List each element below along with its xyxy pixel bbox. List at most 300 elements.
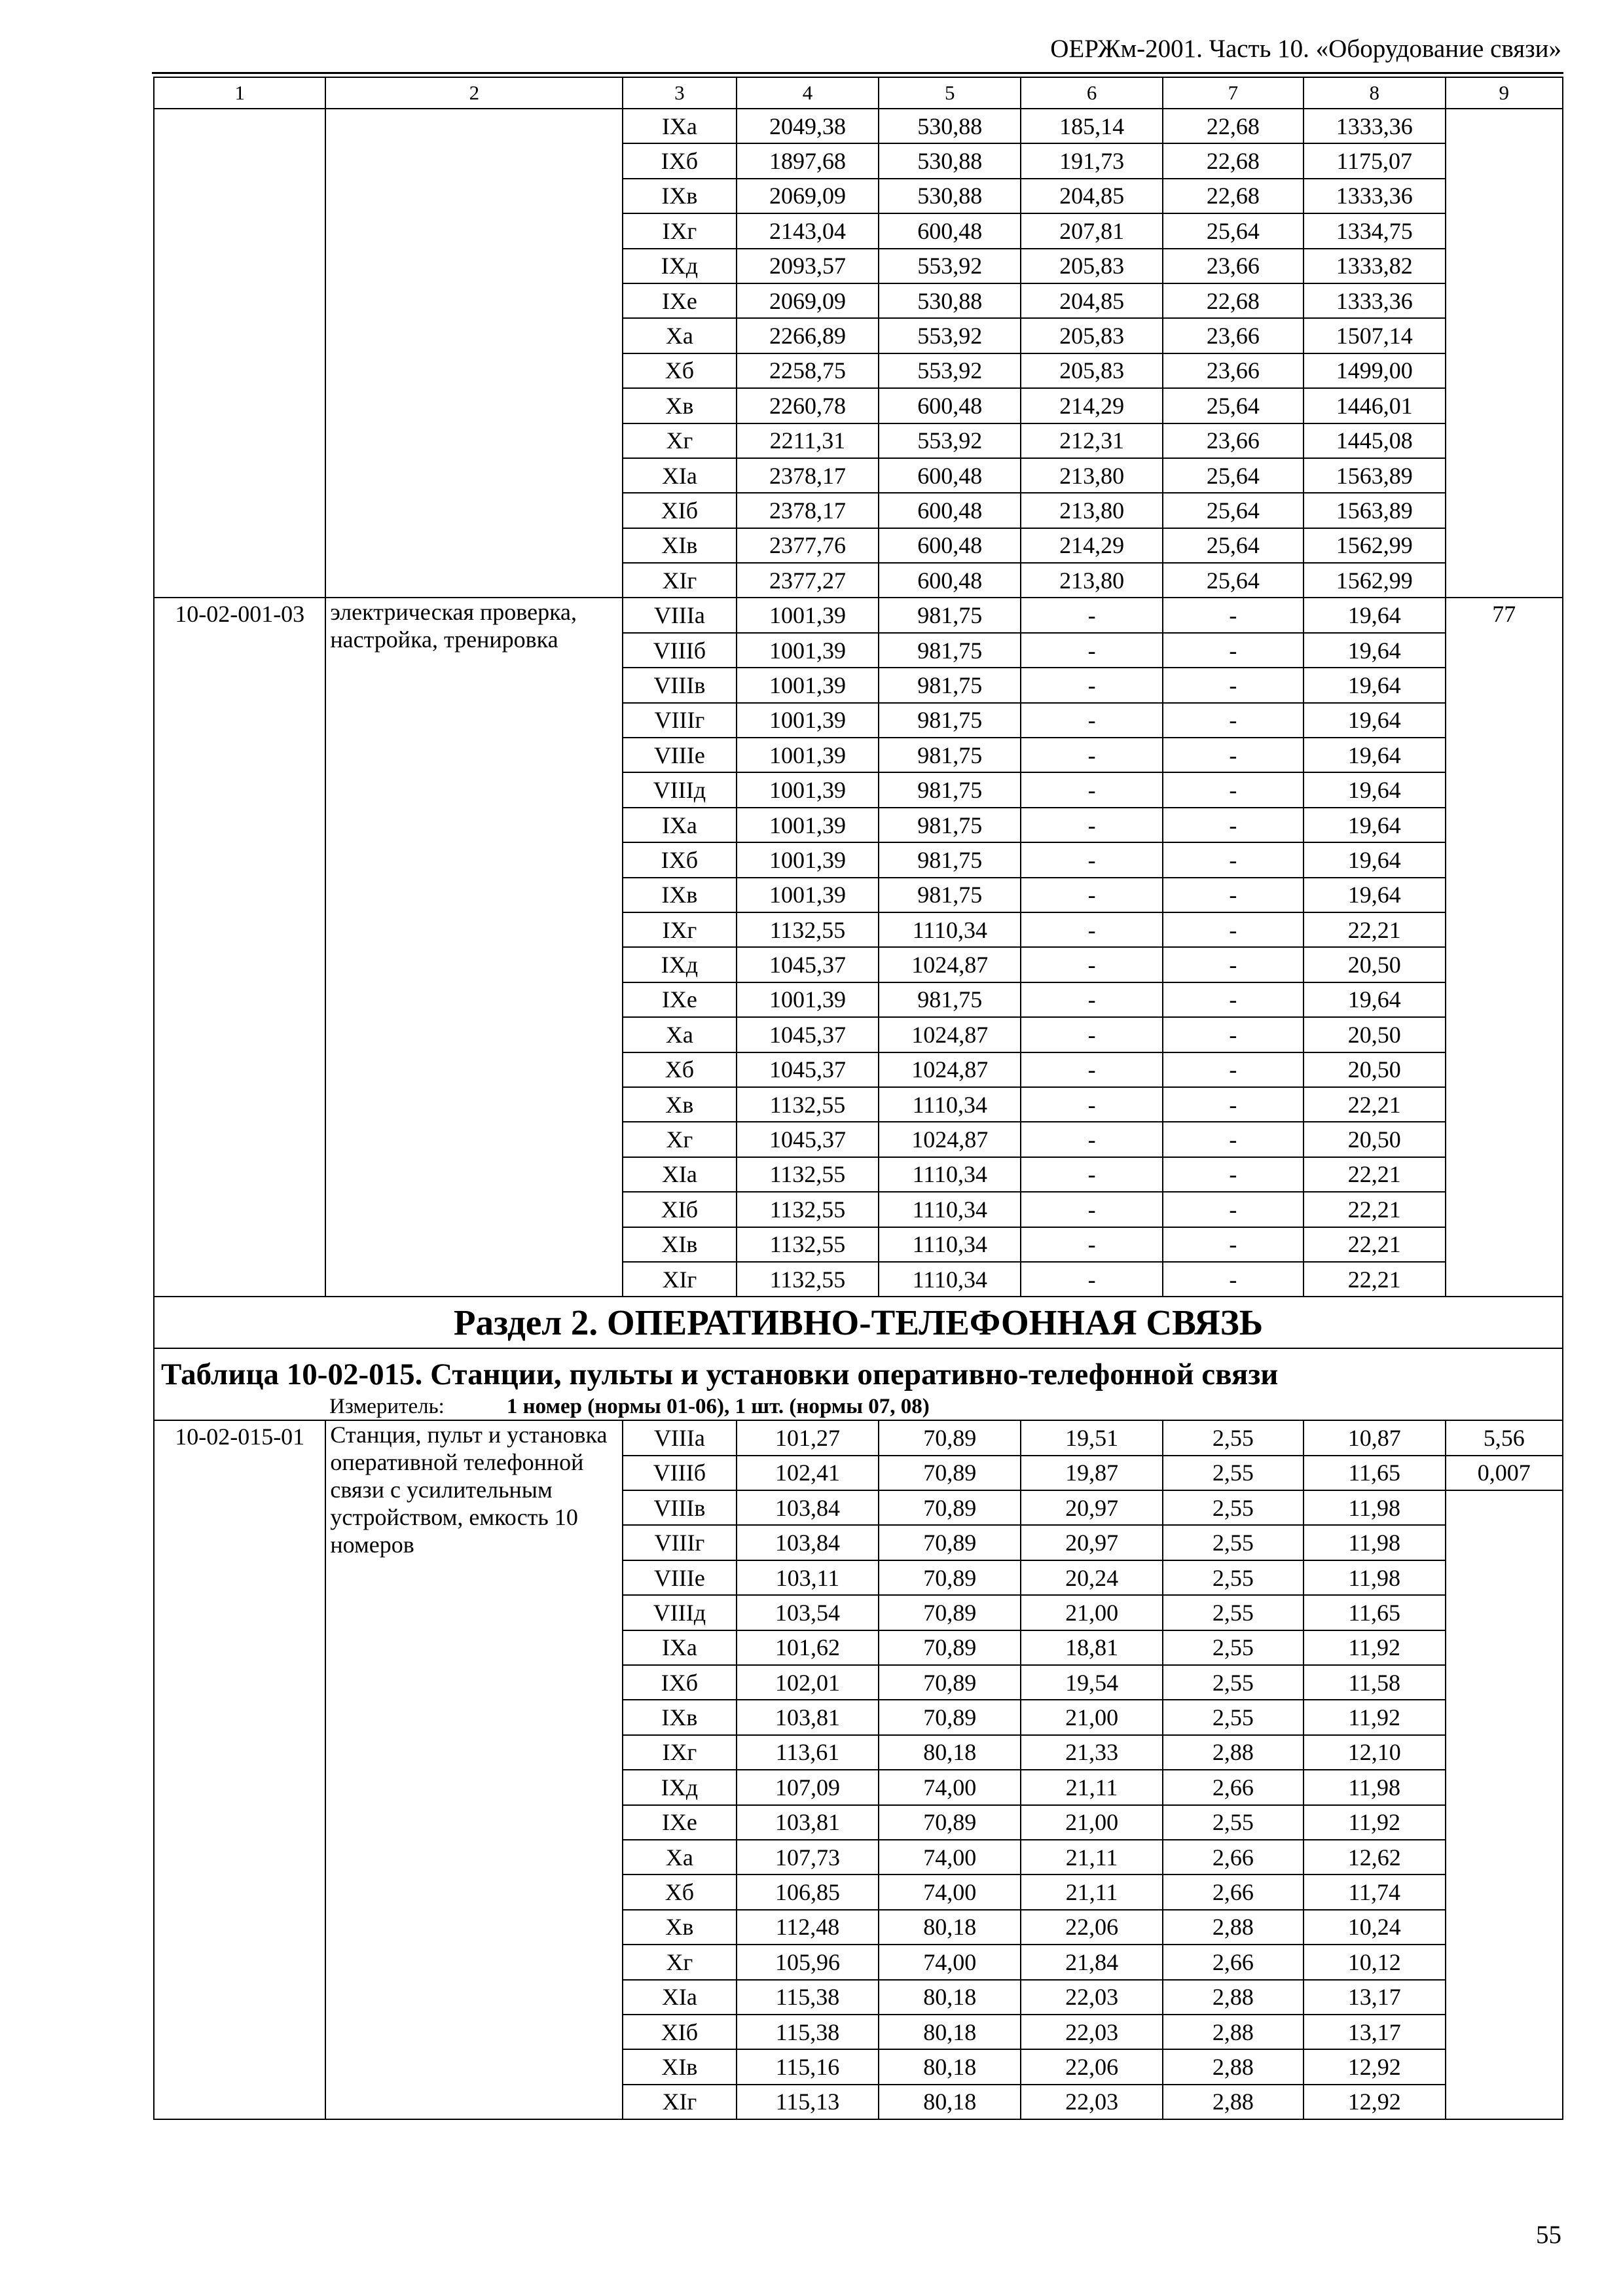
- zone-code: IXг: [623, 1735, 736, 1770]
- value-col4: 101,62: [737, 1630, 879, 1665]
- zone-code: VIIIв: [623, 668, 736, 702]
- zone-code: IXд: [623, 1770, 736, 1804]
- value-col8: 1333,82: [1304, 249, 1446, 283]
- value-col7: 2,55: [1163, 1560, 1304, 1595]
- value-col5: 1110,34: [879, 1227, 1021, 1262]
- zone-code: VIIIб: [623, 1456, 736, 1490]
- value-col8: 20,50: [1304, 1052, 1446, 1087]
- value-col6: 204,85: [1021, 179, 1163, 213]
- value-col8: 10,87: [1304, 1420, 1446, 1455]
- value-col8: 1499,00: [1304, 353, 1446, 388]
- value-col6: -: [1021, 1087, 1163, 1122]
- value-col5: 80,18: [879, 2015, 1021, 2049]
- norm-code: 10-02-001-03: [154, 598, 325, 1297]
- zone-code: VIIIе: [623, 738, 736, 772]
- column-number: 8: [1304, 77, 1446, 109]
- value-col4: 1045,37: [737, 1122, 879, 1157]
- table-row: [154, 109, 1563, 143]
- value-col4: 103,54: [737, 1595, 879, 1630]
- zone-code: VIIIа: [623, 598, 736, 632]
- value-col6: 213,80: [1021, 493, 1163, 528]
- zone-code: IXг: [623, 213, 736, 248]
- zone-code: XIв: [623, 2049, 736, 2084]
- zone-code: XIб: [623, 2015, 736, 2049]
- value-col8: 11,98: [1304, 1770, 1446, 1804]
- column-number: 3: [623, 77, 736, 109]
- value-col6: -: [1021, 1052, 1163, 1087]
- zone-code: IXе: [623, 1805, 736, 1840]
- zone-code: Xб: [623, 1874, 736, 1909]
- column-number: 2: [325, 77, 623, 109]
- value-col9: 77: [1446, 598, 1563, 1297]
- value-col7: -: [1163, 668, 1304, 702]
- value-col6: -: [1021, 808, 1163, 842]
- value-col8: 19,64: [1304, 808, 1446, 842]
- value-col5: 80,18: [879, 2085, 1021, 2119]
- value-col4: 1132,55: [737, 1087, 879, 1122]
- value-col8: 20,50: [1304, 1017, 1446, 1052]
- value-col7: -: [1163, 1227, 1304, 1262]
- value-col5: 74,00: [879, 1945, 1021, 1979]
- value-col6: 19,54: [1021, 1665, 1163, 1700]
- section-heading-row: [154, 1297, 1563, 1348]
- value-col6: 18,81: [1021, 1630, 1163, 1665]
- value-col7: 2,88: [1163, 1980, 1304, 2015]
- value-col6: -: [1021, 982, 1163, 1017]
- value-col7: 25,64: [1163, 388, 1304, 423]
- zone-code: IXа: [623, 1630, 736, 1665]
- value-col4: 1001,39: [737, 878, 879, 912]
- value-col7: -: [1163, 878, 1304, 912]
- value-col6: -: [1021, 1017, 1163, 1052]
- value-col5: 553,92: [879, 249, 1021, 283]
- value-col4: 1001,39: [737, 598, 879, 632]
- value-col8: 20,50: [1304, 947, 1446, 982]
- value-col5: 1024,87: [879, 947, 1021, 982]
- value-col7: -: [1163, 1087, 1304, 1122]
- value-col7: 2,55: [1163, 1456, 1304, 1490]
- value-col5: 70,89: [879, 1700, 1021, 1734]
- zone-code: VIIIв: [623, 1490, 736, 1525]
- value-col5: 600,48: [879, 213, 1021, 248]
- value-col6: -: [1021, 633, 1163, 668]
- value-col7: 2,55: [1163, 1700, 1304, 1734]
- value-col4: 101,27: [737, 1420, 879, 1455]
- value-col8: 11,98: [1304, 1525, 1446, 1560]
- value-col8: 11,98: [1304, 1560, 1446, 1595]
- zone-code: VIIIг: [623, 703, 736, 738]
- value-col6: -: [1021, 947, 1163, 982]
- value-col6: 20,97: [1021, 1490, 1163, 1525]
- value-col4: 1132,55: [737, 1262, 879, 1297]
- value-col5: 1110,34: [879, 1157, 1021, 1192]
- zone-code: Xв: [623, 1087, 736, 1122]
- value-col5: 70,89: [879, 1630, 1021, 1665]
- value-col6: 21,11: [1021, 1770, 1163, 1804]
- value-col4: 1001,39: [737, 703, 879, 738]
- zone-code: IXг: [623, 912, 736, 947]
- norm-description: [325, 109, 623, 598]
- zone-code: Xг: [623, 1122, 736, 1157]
- value-col6: -: [1021, 1192, 1163, 1227]
- zone-code: IXа: [623, 109, 736, 143]
- column-number: 5: [879, 77, 1021, 109]
- norm-description: Станция, пульт и установка оперативной телефонной связи с усилительным устройством, емкость 10 номеров: [325, 1420, 623, 2119]
- zone-code: XIг: [623, 563, 736, 598]
- column-number-row: [154, 77, 1563, 109]
- value-col7: 23,66: [1163, 318, 1304, 353]
- value-col4: 2069,09: [737, 283, 879, 318]
- value-col5: 530,88: [879, 179, 1021, 213]
- value-col7: 22,68: [1163, 179, 1304, 213]
- value-col6: 20,24: [1021, 1560, 1163, 1595]
- header-rule: [152, 72, 1563, 74]
- value-col6: -: [1021, 1157, 1163, 1192]
- zone-code: XIа: [623, 1980, 736, 2015]
- value-col7: -: [1163, 982, 1304, 1017]
- value-col6: -: [1021, 912, 1163, 947]
- value-col8: 1562,99: [1304, 528, 1446, 563]
- value-col8: 1445,08: [1304, 423, 1446, 458]
- value-col4: 2258,75: [737, 353, 879, 388]
- value-col7: 2,66: [1163, 1945, 1304, 1979]
- value-col8: 1563,89: [1304, 458, 1446, 493]
- zone-code: XIа: [623, 458, 736, 493]
- value-col6: 212,31: [1021, 423, 1163, 458]
- value-col6: -: [1021, 1227, 1163, 1262]
- zone-code: VIIIа: [623, 1420, 736, 1455]
- value-col8: 19,64: [1304, 842, 1446, 877]
- zone-code: IXб: [623, 842, 736, 877]
- zone-code: VIIIд: [623, 772, 736, 807]
- value-col8: 1446,01: [1304, 388, 1446, 423]
- value-col7: -: [1163, 1157, 1304, 1192]
- value-col4: 2049,38: [737, 109, 879, 143]
- zone-code: IXв: [623, 1700, 736, 1734]
- value-col4: 2377,27: [737, 563, 879, 598]
- value-col4: 1897,68: [737, 143, 879, 178]
- table-row: [154, 1420, 1563, 1455]
- zone-code: XIв: [623, 1227, 736, 1262]
- zone-code: VIIIг: [623, 1525, 736, 1560]
- value-col8: 13,17: [1304, 1980, 1446, 2015]
- table-title: Таблица 10-02-015. Станции, пульты и установки оперативно-телефонной связи: [161, 1357, 1279, 1392]
- value-col7: 2,88: [1163, 1910, 1304, 1945]
- value-col7: -: [1163, 1122, 1304, 1157]
- value-col7: 2,88: [1163, 1735, 1304, 1770]
- value-col6: 21,11: [1021, 1874, 1163, 1909]
- value-col7: -: [1163, 912, 1304, 947]
- value-col7: 25,64: [1163, 213, 1304, 248]
- value-col8: 10,12: [1304, 1945, 1446, 1979]
- table-title-cell: [154, 1348, 1563, 1420]
- value-col7: -: [1163, 772, 1304, 807]
- value-col5: 80,18: [879, 1980, 1021, 2015]
- value-col4: 103,84: [737, 1490, 879, 1525]
- value-col6: 205,83: [1021, 318, 1163, 353]
- value-col6: -: [1021, 668, 1163, 702]
- zone-code: IXд: [623, 249, 736, 283]
- value-col6: 207,81: [1021, 213, 1163, 248]
- value-col6: -: [1021, 878, 1163, 912]
- value-col8: 13,17: [1304, 2015, 1446, 2049]
- value-col5: 981,75: [879, 738, 1021, 772]
- value-col8: 1333,36: [1304, 283, 1446, 318]
- value-col5: 981,75: [879, 668, 1021, 702]
- value-col8: 11,58: [1304, 1665, 1446, 1700]
- value-col6: 19,51: [1021, 1420, 1163, 1455]
- value-col7: -: [1163, 1192, 1304, 1227]
- value-col6: 22,03: [1021, 1980, 1163, 2015]
- value-col4: 2260,78: [737, 388, 879, 423]
- zone-code: XIг: [623, 2085, 736, 2119]
- value-col4: 1001,39: [737, 982, 879, 1017]
- value-col6: 19,87: [1021, 1456, 1163, 1490]
- value-col6: 20,97: [1021, 1525, 1163, 1560]
- value-col6: 21,11: [1021, 1840, 1163, 1874]
- zone-code: VIIIб: [623, 633, 736, 668]
- zone-code: IXа: [623, 808, 736, 842]
- value-col8: 12,62: [1304, 1840, 1446, 1874]
- value-col4: 1001,39: [737, 738, 879, 772]
- value-col8: 11,74: [1304, 1874, 1446, 1909]
- zone-code: VIIIд: [623, 1595, 736, 1630]
- value-col8: 12,92: [1304, 2049, 1446, 2084]
- value-col5: 981,75: [879, 808, 1021, 842]
- value-col5: 553,92: [879, 423, 1021, 458]
- value-col6: 214,29: [1021, 388, 1163, 423]
- norm-description: электрическая проверка, настройка, тренировка: [325, 598, 623, 1297]
- value-col4: 1001,39: [737, 772, 879, 807]
- value-col5: 70,89: [879, 1525, 1021, 1560]
- value-col5: 74,00: [879, 1874, 1021, 1909]
- value-col6: 204,85: [1021, 283, 1163, 318]
- value-col4: 115,13: [737, 2085, 879, 2119]
- value-col4: 107,09: [737, 1770, 879, 1804]
- value-col4: 2093,57: [737, 249, 879, 283]
- value-col8: 19,64: [1304, 738, 1446, 772]
- value-col8: 22,21: [1304, 1192, 1446, 1227]
- zone-code: XIб: [623, 1192, 736, 1227]
- value-col6: -: [1021, 738, 1163, 772]
- zone-code: IXв: [623, 878, 736, 912]
- value-col8: 19,64: [1304, 982, 1446, 1017]
- column-number: 6: [1021, 77, 1163, 109]
- value-col8: 11,92: [1304, 1805, 1446, 1840]
- value-col9-empty: [1446, 1490, 1563, 2119]
- value-col7: 2,55: [1163, 1630, 1304, 1665]
- measure-value: 1 номер (нормы 01-06), 1 шт. (нормы 07, 08): [506, 1395, 930, 1419]
- value-col8: 19,64: [1304, 772, 1446, 807]
- value-col5: 600,48: [879, 458, 1021, 493]
- value-col8: 1333,36: [1304, 179, 1446, 213]
- value-col8: 11,98: [1304, 1490, 1446, 1525]
- zone-code: IXб: [623, 143, 736, 178]
- value-col4: 1132,55: [737, 1227, 879, 1262]
- value-col5: 981,75: [879, 633, 1021, 668]
- zone-code: IXе: [623, 283, 736, 318]
- measure-line: [161, 1393, 1562, 1420]
- value-col7: 2,55: [1163, 1490, 1304, 1525]
- value-col6: 21,33: [1021, 1735, 1163, 1770]
- value-col4: 102,01: [737, 1665, 879, 1700]
- value-col8: 10,24: [1304, 1910, 1446, 1945]
- value-col5: 70,89: [879, 1560, 1021, 1595]
- zone-code: Xв: [623, 1910, 736, 1945]
- zone-code: XIб: [623, 493, 736, 528]
- value-col7: -: [1163, 1017, 1304, 1052]
- value-col5: 600,48: [879, 493, 1021, 528]
- value-col4: 1132,55: [737, 912, 879, 947]
- value-col6: 21,84: [1021, 1945, 1163, 1979]
- value-col5: 1110,34: [879, 912, 1021, 947]
- value-col7: 2,88: [1163, 2015, 1304, 2049]
- value-col4: 1045,37: [737, 947, 879, 982]
- norm-code: 10-02-015-01: [154, 1420, 325, 2119]
- value-col7: 2,55: [1163, 1420, 1304, 1455]
- value-col6: -: [1021, 1122, 1163, 1157]
- value-col7: 25,64: [1163, 563, 1304, 598]
- value-col5: 1110,34: [879, 1087, 1021, 1122]
- zone-code: XIг: [623, 1262, 736, 1297]
- value-col7: -: [1163, 738, 1304, 772]
- value-col8: 22,21: [1304, 1087, 1446, 1122]
- value-col5: 600,48: [879, 528, 1021, 563]
- value-col7: -: [1163, 633, 1304, 668]
- value-col4: 102,41: [737, 1456, 879, 1490]
- value-col5: 981,75: [879, 703, 1021, 738]
- value-col4: 1132,55: [737, 1192, 879, 1227]
- value-col4: 103,84: [737, 1525, 879, 1560]
- value-col8: 11,65: [1304, 1595, 1446, 1630]
- value-col6: 22,03: [1021, 2015, 1163, 2049]
- value-col5: 70,89: [879, 1665, 1021, 1700]
- value-col8: 11,92: [1304, 1630, 1446, 1665]
- zone-code: XIв: [623, 528, 736, 563]
- value-col4: 115,38: [737, 1980, 879, 2015]
- value-col5: 600,48: [879, 388, 1021, 423]
- zone-code: XIа: [623, 1157, 736, 1192]
- value-col4: 2377,76: [737, 528, 879, 563]
- value-col5: 1024,87: [879, 1017, 1021, 1052]
- value-col9: [1446, 109, 1563, 598]
- value-col5: 1024,87: [879, 1122, 1021, 1157]
- value-col5: 80,18: [879, 1735, 1021, 1770]
- value-col4: 2143,04: [737, 213, 879, 248]
- value-col7: 2,88: [1163, 2049, 1304, 2084]
- value-col4: 2266,89: [737, 318, 879, 353]
- value-col6: 185,14: [1021, 109, 1163, 143]
- value-col7: -: [1163, 947, 1304, 982]
- value-col5: 553,92: [879, 318, 1021, 353]
- value-col5: 70,89: [879, 1490, 1021, 1525]
- value-col8: 19,64: [1304, 633, 1446, 668]
- value-col5: 80,18: [879, 2049, 1021, 2084]
- value-col4: 2211,31: [737, 423, 879, 458]
- zone-code: Xв: [623, 388, 736, 423]
- value-col6: 205,83: [1021, 249, 1163, 283]
- value-col8: 1334,75: [1304, 213, 1446, 248]
- zone-code: Xб: [623, 353, 736, 388]
- value-col6: -: [1021, 772, 1163, 807]
- value-col8: 1507,14: [1304, 318, 1446, 353]
- value-col4: 1001,39: [737, 808, 879, 842]
- value-col7: 2,66: [1163, 1770, 1304, 1804]
- zone-code: IXв: [623, 179, 736, 213]
- value-col6: 213,80: [1021, 458, 1163, 493]
- value-col5: 70,89: [879, 1420, 1021, 1455]
- value-col5: 530,88: [879, 109, 1021, 143]
- value-col7: 2,55: [1163, 1525, 1304, 1560]
- value-col4: 1132,55: [737, 1157, 879, 1192]
- value-col5: 74,00: [879, 1840, 1021, 1874]
- value-col7: -: [1163, 703, 1304, 738]
- value-col8: 19,64: [1304, 703, 1446, 738]
- value-col5: 1110,34: [879, 1262, 1021, 1297]
- value-col8: 1562,99: [1304, 563, 1446, 598]
- value-col5: 1024,87: [879, 1052, 1021, 1087]
- value-col6: -: [1021, 703, 1163, 738]
- value-col6: 205,83: [1021, 353, 1163, 388]
- running-header: ОЕРЖм-2001. Часть 10. «Оборудование связи»: [1050, 35, 1561, 63]
- page-number: 55: [1536, 2221, 1561, 2249]
- value-col4: 115,38: [737, 2015, 879, 2049]
- value-col7: 22,68: [1163, 143, 1304, 178]
- value-col6: 214,29: [1021, 528, 1163, 563]
- value-col7: 2,88: [1163, 2085, 1304, 2119]
- value-col7: -: [1163, 808, 1304, 842]
- zone-code: Xг: [623, 1945, 736, 1979]
- value-col6: 213,80: [1021, 563, 1163, 598]
- value-col4: 1045,37: [737, 1052, 879, 1087]
- value-col7: -: [1163, 1052, 1304, 1087]
- value-col7: -: [1163, 598, 1304, 632]
- value-col4: 103,81: [737, 1805, 879, 1840]
- zone-code: VIIIе: [623, 1560, 736, 1595]
- value-col4: 105,96: [737, 1945, 879, 1979]
- value-col5: 553,92: [879, 353, 1021, 388]
- value-col4: 113,61: [737, 1735, 879, 1770]
- section-title: Раздел 2. ОПЕРАТИВНО-ТЕЛЕФОННАЯ СВЯЗЬ: [154, 1297, 1563, 1348]
- value-col8: 20,50: [1304, 1122, 1446, 1157]
- value-col5: 600,48: [879, 563, 1021, 598]
- value-col8: 19,64: [1304, 598, 1446, 632]
- value-col4: 2069,09: [737, 179, 879, 213]
- norms-table: [153, 77, 1563, 2120]
- value-col5: 70,89: [879, 1595, 1021, 1630]
- value-col8: 1563,89: [1304, 493, 1446, 528]
- zone-code: Xг: [623, 423, 736, 458]
- value-col4: 1045,37: [737, 1017, 879, 1052]
- norm-code: [154, 109, 325, 598]
- column-number: 7: [1163, 77, 1304, 109]
- value-col7: 25,64: [1163, 458, 1304, 493]
- value-col4: 2378,17: [737, 493, 879, 528]
- value-col4: 107,73: [737, 1840, 879, 1874]
- value-col5: 1110,34: [879, 1192, 1021, 1227]
- value-col6: 22,06: [1021, 2049, 1163, 2084]
- zone-code: Xб: [623, 1052, 736, 1087]
- value-col5: 70,89: [879, 1805, 1021, 1840]
- value-col8: 22,21: [1304, 1227, 1446, 1262]
- zone-code: IXе: [623, 982, 736, 1017]
- value-col6: -: [1021, 842, 1163, 877]
- zone-code: IXб: [623, 1665, 736, 1700]
- value-col4: 1001,39: [737, 633, 879, 668]
- value-col8: 11,92: [1304, 1700, 1446, 1734]
- value-col5: 981,75: [879, 982, 1021, 1017]
- value-col5: 981,75: [879, 878, 1021, 912]
